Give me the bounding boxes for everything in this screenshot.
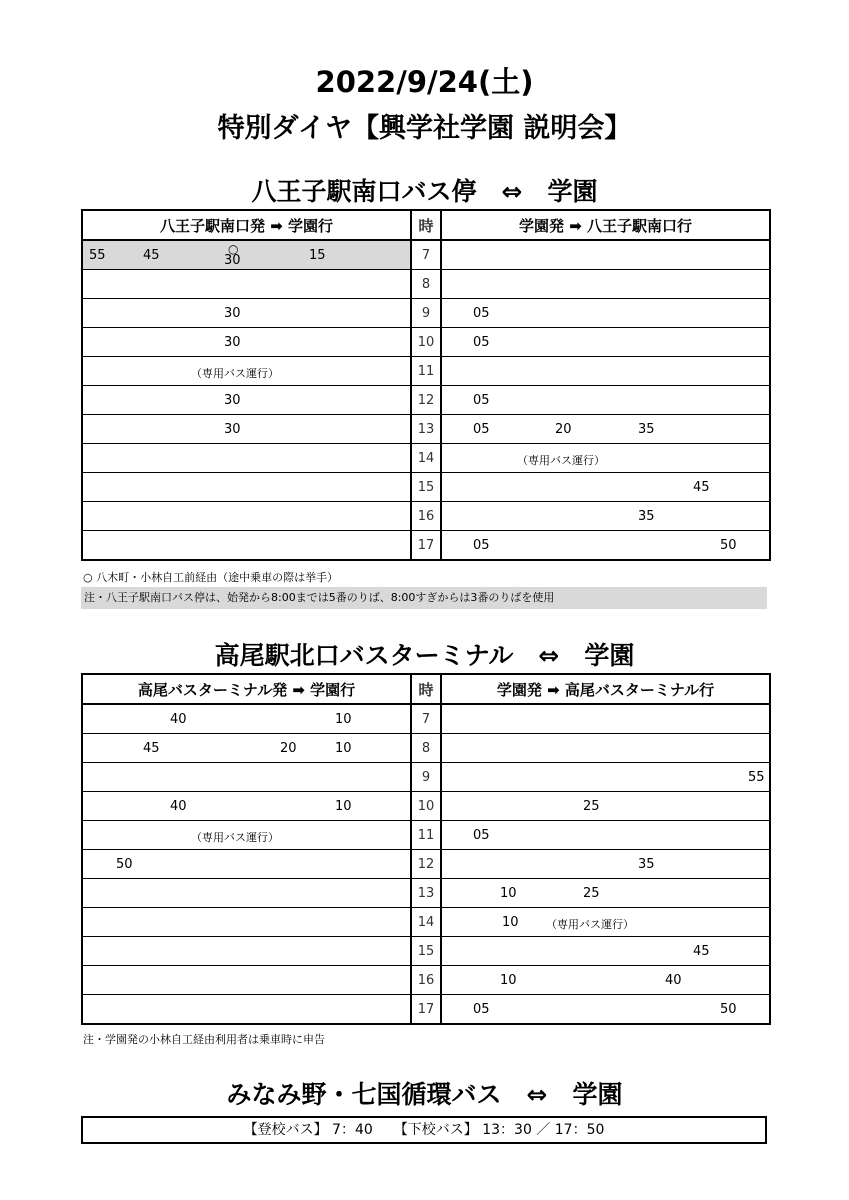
minute: 05 (473, 335, 490, 350)
minute: 50 (720, 1002, 737, 1017)
hour: 7 (411, 704, 441, 734)
minute: 45 (693, 480, 710, 495)
table-row (82, 531, 770, 561)
section1-title: 八王子駅南口バス停 ⇔ 学園 (251, 177, 598, 206)
minute: 25 (583, 799, 600, 814)
table-row (82, 270, 770, 299)
section3-title: みなみ野・七国循環バス ⇔ 学園 (226, 1080, 623, 1109)
special-bus-note: （専用バス運行） (191, 831, 279, 844)
minute: 10 (335, 799, 352, 814)
special-bus-note: （専用バス運行） (546, 918, 634, 931)
minute: 35 (638, 422, 655, 437)
table-row (82, 821, 770, 850)
table-row (82, 502, 770, 531)
table-row (82, 299, 770, 328)
special-bus-note: （専用バス運行） (191, 367, 279, 380)
hour: 9 (411, 763, 441, 792)
boarding-note: 注・八王子駅南口バス停は、始発から8:00までは5番のりば、8:00すぎからは3番のりばを使用 (81, 587, 767, 609)
table-row (82, 908, 770, 937)
hour: 15 (411, 937, 441, 966)
route-note: ○ 八木町・小林自工前経由（途中乗車の際は挙手） (83, 571, 339, 584)
minute: 50 (116, 857, 133, 872)
minute: 35 (638, 509, 655, 524)
minute: 35 (638, 857, 655, 872)
section2-title: 高尾駅北口バスターミナル ⇔ 学園 (214, 641, 635, 670)
table-row (82, 444, 770, 473)
minute: 50 (720, 538, 737, 553)
hour: 9 (411, 299, 441, 328)
table-row (82, 763, 770, 792)
hour: 12 (411, 386, 441, 415)
minute: 20 (555, 422, 572, 437)
minute: 10 (335, 712, 352, 727)
hour: 8 (411, 734, 441, 763)
minute: 25 (583, 886, 600, 901)
minute: 05 (473, 306, 490, 321)
col-header-right: 学園発 ➡ 高尾バスターミナル行 (441, 674, 770, 704)
minute: 55 (89, 248, 106, 263)
table-row (82, 240, 770, 270)
hour: 14 (411, 444, 441, 473)
minute: 40 (170, 799, 187, 814)
col-header-left: 八王子駅南口発 ➡ 学園行 (82, 210, 411, 240)
minute: 30 (224, 393, 241, 408)
hour: 7 (411, 240, 441, 270)
minute: 10 (502, 915, 519, 930)
hour: 14 (411, 908, 441, 937)
hour: 10 (411, 792, 441, 821)
minute: 55 (748, 770, 765, 785)
col-header-left: 高尾バスターミナル発 ➡ 学園行 (82, 674, 411, 704)
timetable-takao (81, 673, 771, 1025)
declare-note: 注・学園発の小林自工経由利用者は乗車時に申告 (83, 1033, 325, 1046)
table-row (82, 937, 770, 966)
minute: 45 (693, 944, 710, 959)
minute: 05 (473, 828, 490, 843)
hour: 17 (411, 995, 441, 1025)
col-header-hour: 時 (411, 210, 441, 240)
table-row (82, 473, 770, 502)
table-row (82, 792, 770, 821)
col-header-right: 学園発 ➡ 八王子駅南口行 (441, 210, 770, 240)
table-row (82, 415, 770, 444)
hour: 17 (411, 531, 441, 561)
minute: 45 (143, 248, 160, 263)
hour: 10 (411, 328, 441, 357)
page-title: 特別ダイヤ【興学社学園 説明会】 (217, 113, 632, 144)
hour: 13 (411, 879, 441, 908)
minute: 20 (280, 741, 297, 756)
table-row (82, 704, 770, 734)
minute: 10 (500, 973, 517, 988)
minute: 15 (309, 248, 326, 263)
table-row (82, 734, 770, 763)
minute: 40 (665, 973, 682, 988)
minute: 30 (224, 253, 241, 268)
minute: 45 (143, 741, 160, 756)
hour: 8 (411, 270, 441, 299)
hour: 16 (411, 502, 441, 531)
circle-mark: ○ (228, 242, 239, 256)
minute: 40 (170, 712, 187, 727)
minute: 10 (335, 741, 352, 756)
table-row (82, 357, 770, 386)
minute: 05 (473, 538, 490, 553)
col-header-hour: 時 (411, 674, 441, 704)
hour: 16 (411, 966, 441, 995)
hour: 12 (411, 850, 441, 879)
hour: 11 (411, 821, 441, 850)
minute: 30 (224, 335, 241, 350)
minute: 30 (224, 422, 241, 437)
minute: 30 (224, 306, 241, 321)
hour: 15 (411, 473, 441, 502)
minute: 10 (500, 886, 517, 901)
special-bus-note: （専用バス運行） (517, 454, 605, 467)
table-row (82, 386, 770, 415)
minute: 05 (473, 393, 490, 408)
loop-bus-times: 【登校バス】 7：40 【下校バス】 13：30 ／ 17：50 (81, 1116, 767, 1144)
hour: 13 (411, 415, 441, 444)
table-row (82, 966, 770, 995)
hour: 11 (411, 357, 441, 386)
minute: 05 (473, 1002, 490, 1017)
timetable-hachioji (81, 209, 771, 561)
date-heading: 2022/9/24(土) (315, 65, 534, 99)
table-row (82, 995, 770, 1025)
table-row (82, 879, 770, 908)
table-row (82, 850, 770, 879)
minute: 05 (473, 422, 490, 437)
table-row (82, 328, 770, 357)
